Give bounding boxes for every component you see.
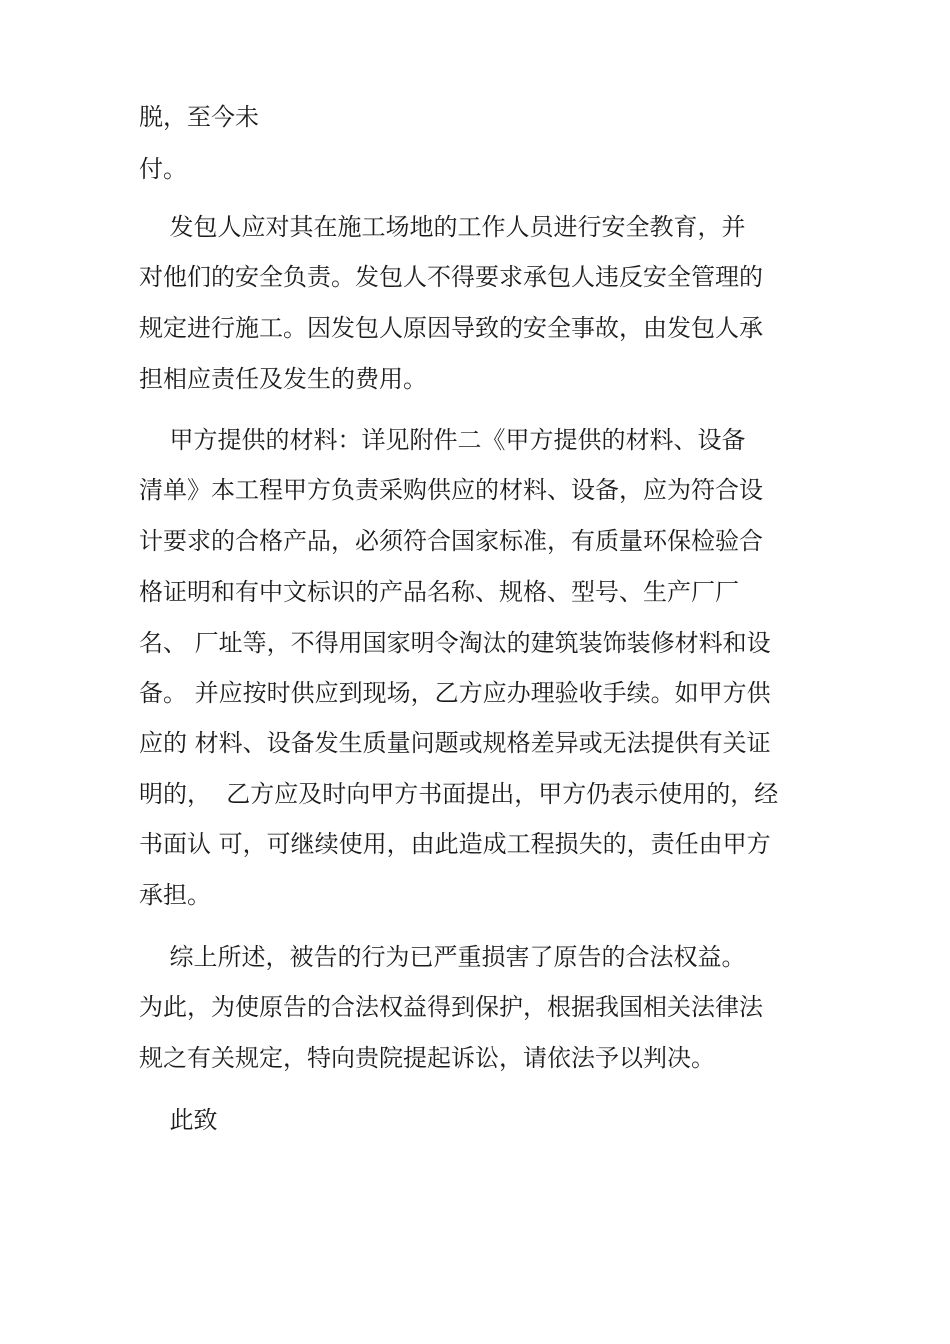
text-line: 清单》本工程甲方负责采购供应的材料、设备，应为符合设 xyxy=(139,476,763,504)
text-line: 应的 材料、设备发生质量问题或规格差异或无法提供有关证 xyxy=(139,729,771,757)
text-line: 明的， 乙方应及时向甲方书面提出，甲方仍表示使用的，经 xyxy=(139,780,779,808)
text-line: 格证明和有中文标识的产品名称、规格、型号、生产厂厂 xyxy=(139,578,739,606)
text-line: 对他们的安全负责。发包人不得要求承包人违反安全管理的 xyxy=(139,263,763,291)
text-line: 规定进行施工。因发包人原因导致的安全事故，由发包人承 xyxy=(139,314,763,342)
text-line: 承担。 xyxy=(139,881,211,909)
text-line: 为此，为使原告的合法权益得到保护，根据我国相关法律法 xyxy=(139,993,763,1021)
text-line: 计要求的合格产品，必须符合国家标准，有质量环保检验合 xyxy=(139,527,763,555)
text-line: 付。 xyxy=(139,155,187,183)
text-line: 此致 xyxy=(139,1106,218,1134)
text-line: 名、 厂址等，不得用国家明令淘汰的建筑装饰装修材料和设 xyxy=(139,629,771,657)
text-line: 综上所述，被告的行为已严重损害了原告的合法权益。 xyxy=(139,943,746,971)
text-line: 书面认 可，可继续使用，由此造成工程损失的，责任由甲方 xyxy=(139,830,771,858)
text-line: 甲方提供的材料：详见附件二《甲方提供的材料、设备 xyxy=(139,426,746,454)
text-line: 脱，至今未 xyxy=(139,103,259,131)
text-line: 备。 并应按时供应到现场，乙方应办理验收手续。如甲方供 xyxy=(139,679,771,707)
text-line: 发包人应对其在施工场地的工作人员进行安全教育，并 xyxy=(139,213,746,241)
text-line: 担相应责任及发生的费用。 xyxy=(139,365,427,393)
text-line: 规之有关规定，特向贵院提起诉讼，请依法予以判决。 xyxy=(139,1044,715,1072)
